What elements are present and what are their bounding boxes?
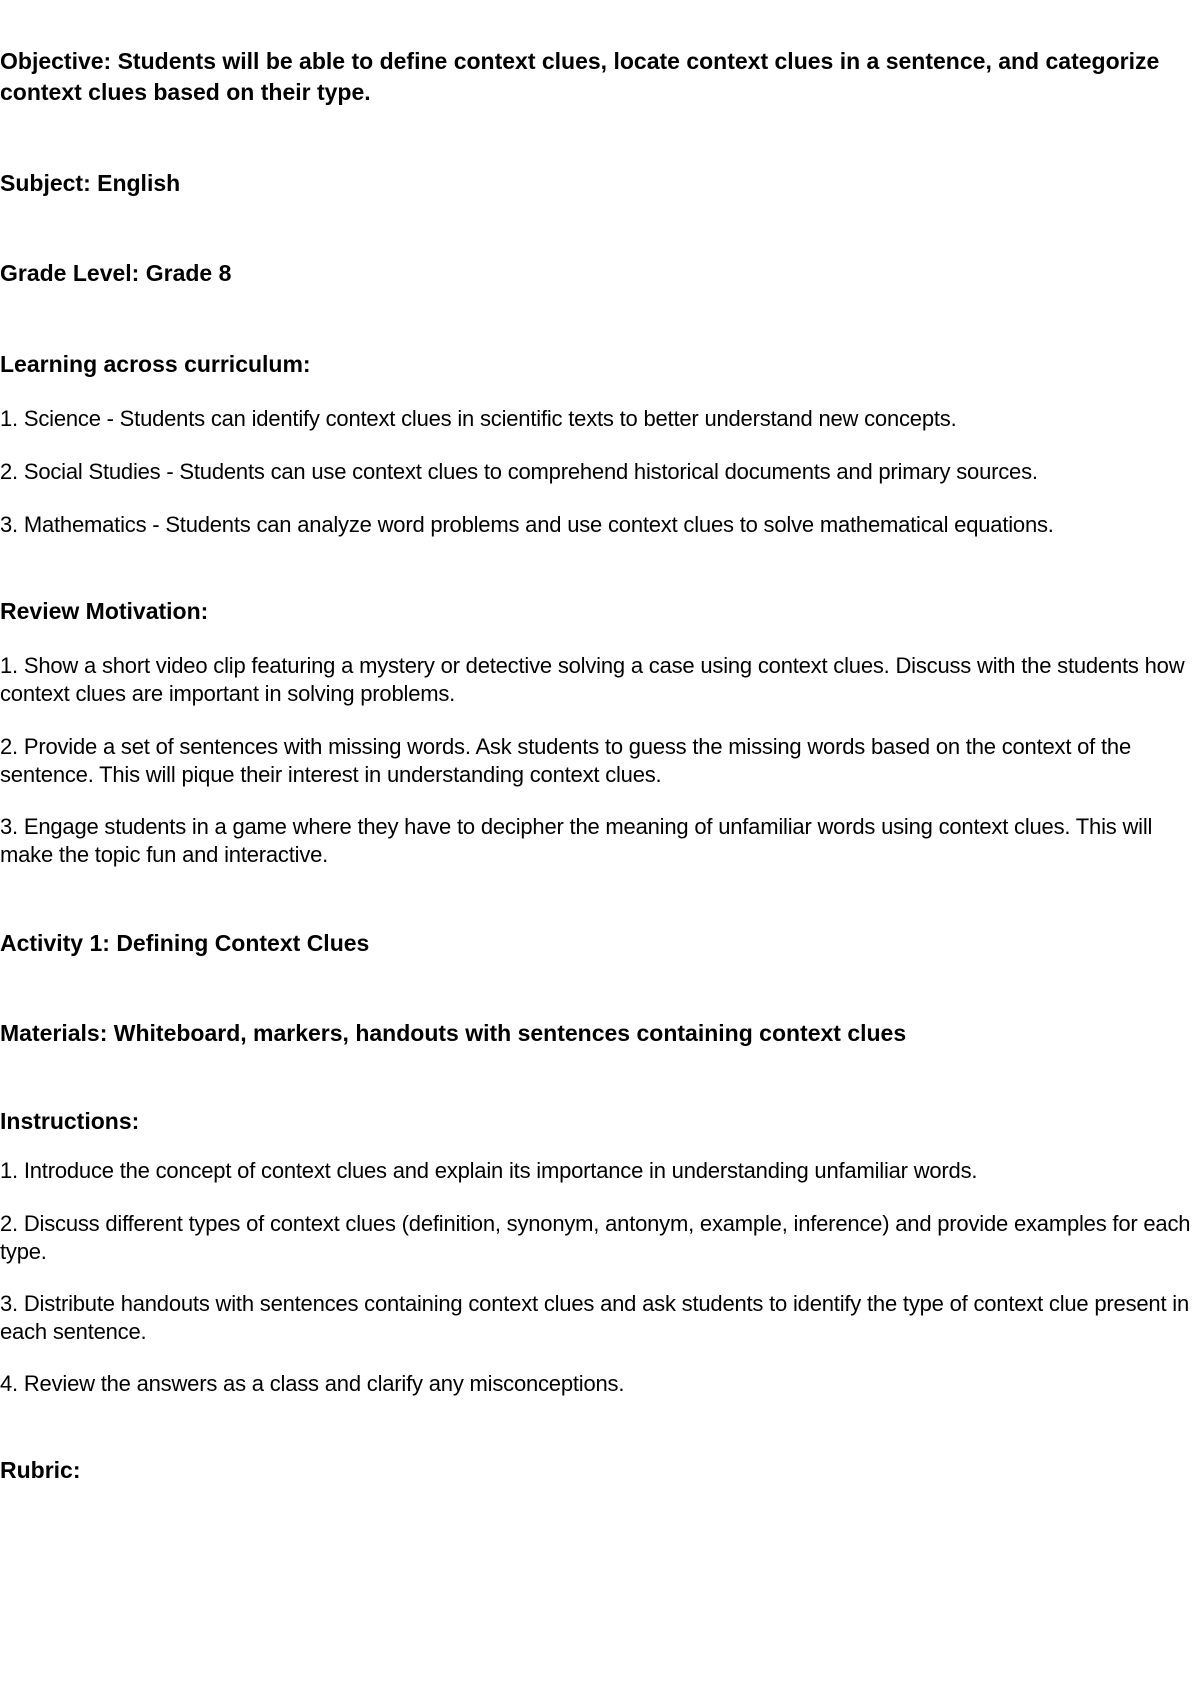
- instructions-heading: Instructions:: [0, 1108, 140, 1134]
- review-motivation-heading: Review Motivation:: [0, 598, 209, 624]
- curriculum-item-social-studies: 2. Social Studies - Students can use context clues to comprehend historical documents and primary sources.: [0, 459, 1038, 484]
- grade-level-text: Grade Level: Grade 8: [0, 260, 232, 286]
- subject-text: Subject: English: [0, 170, 181, 196]
- instruction-item-3: 3. Distribute handouts with sentences containing context clues and ask students to identify the type of context clue present in each sentence.: [0, 1291, 1189, 1344]
- motivation-item-2: 2. Provide a set of sentences with missing words. Ask students to guess the missing words based on the context of the sentence. This will pique their interest in understanding context clues.: [0, 734, 1131, 787]
- materials-text: Materials: Whiteboard, markers, handouts with sentences containing context clues: [0, 1020, 907, 1046]
- learning-across-curriculum-heading: Learning across curriculum:: [0, 351, 311, 377]
- motivation-item-1: 1. Show a short video clip featuring a mystery or detective solving a case using context clues. Discuss with the students how context clues are important in solving problems.: [0, 653, 1185, 706]
- instruction-item-1: 1. Introduce the concept of context clues and explain its importance in understanding unfamiliar words.: [0, 1158, 978, 1183]
- motivation-item-3: 3. Engage students in a game where they have to decipher the meaning of unfamiliar words using context clues. This will make the topic fun and interactive.: [0, 814, 1153, 867]
- activity-1-title: Activity 1: Defining Context Clues: [0, 930, 370, 956]
- curriculum-item-mathematics: 3. Mathematics - Students can analyze word problems and use context clues to solve mathematical equations.: [0, 512, 1054, 537]
- instruction-item-2: 2. Discuss different types of context clues (definition, synonym, antonym, example, inference) and provide examples for each type.: [0, 1211, 1191, 1264]
- curriculum-item-science: 1. Science - Students can identify context clues in scientific texts to better understand new concepts.: [0, 406, 957, 431]
- objective-text: Objective: Students will be able to define context clues, locate context clues in a sentence, and categorize context clues based on their type.: [0, 48, 1160, 105]
- instruction-item-4: 4. Review the answers as a class and clarify any misconceptions.: [0, 1371, 625, 1396]
- rubric-heading: Rubric:: [0, 1457, 81, 1483]
